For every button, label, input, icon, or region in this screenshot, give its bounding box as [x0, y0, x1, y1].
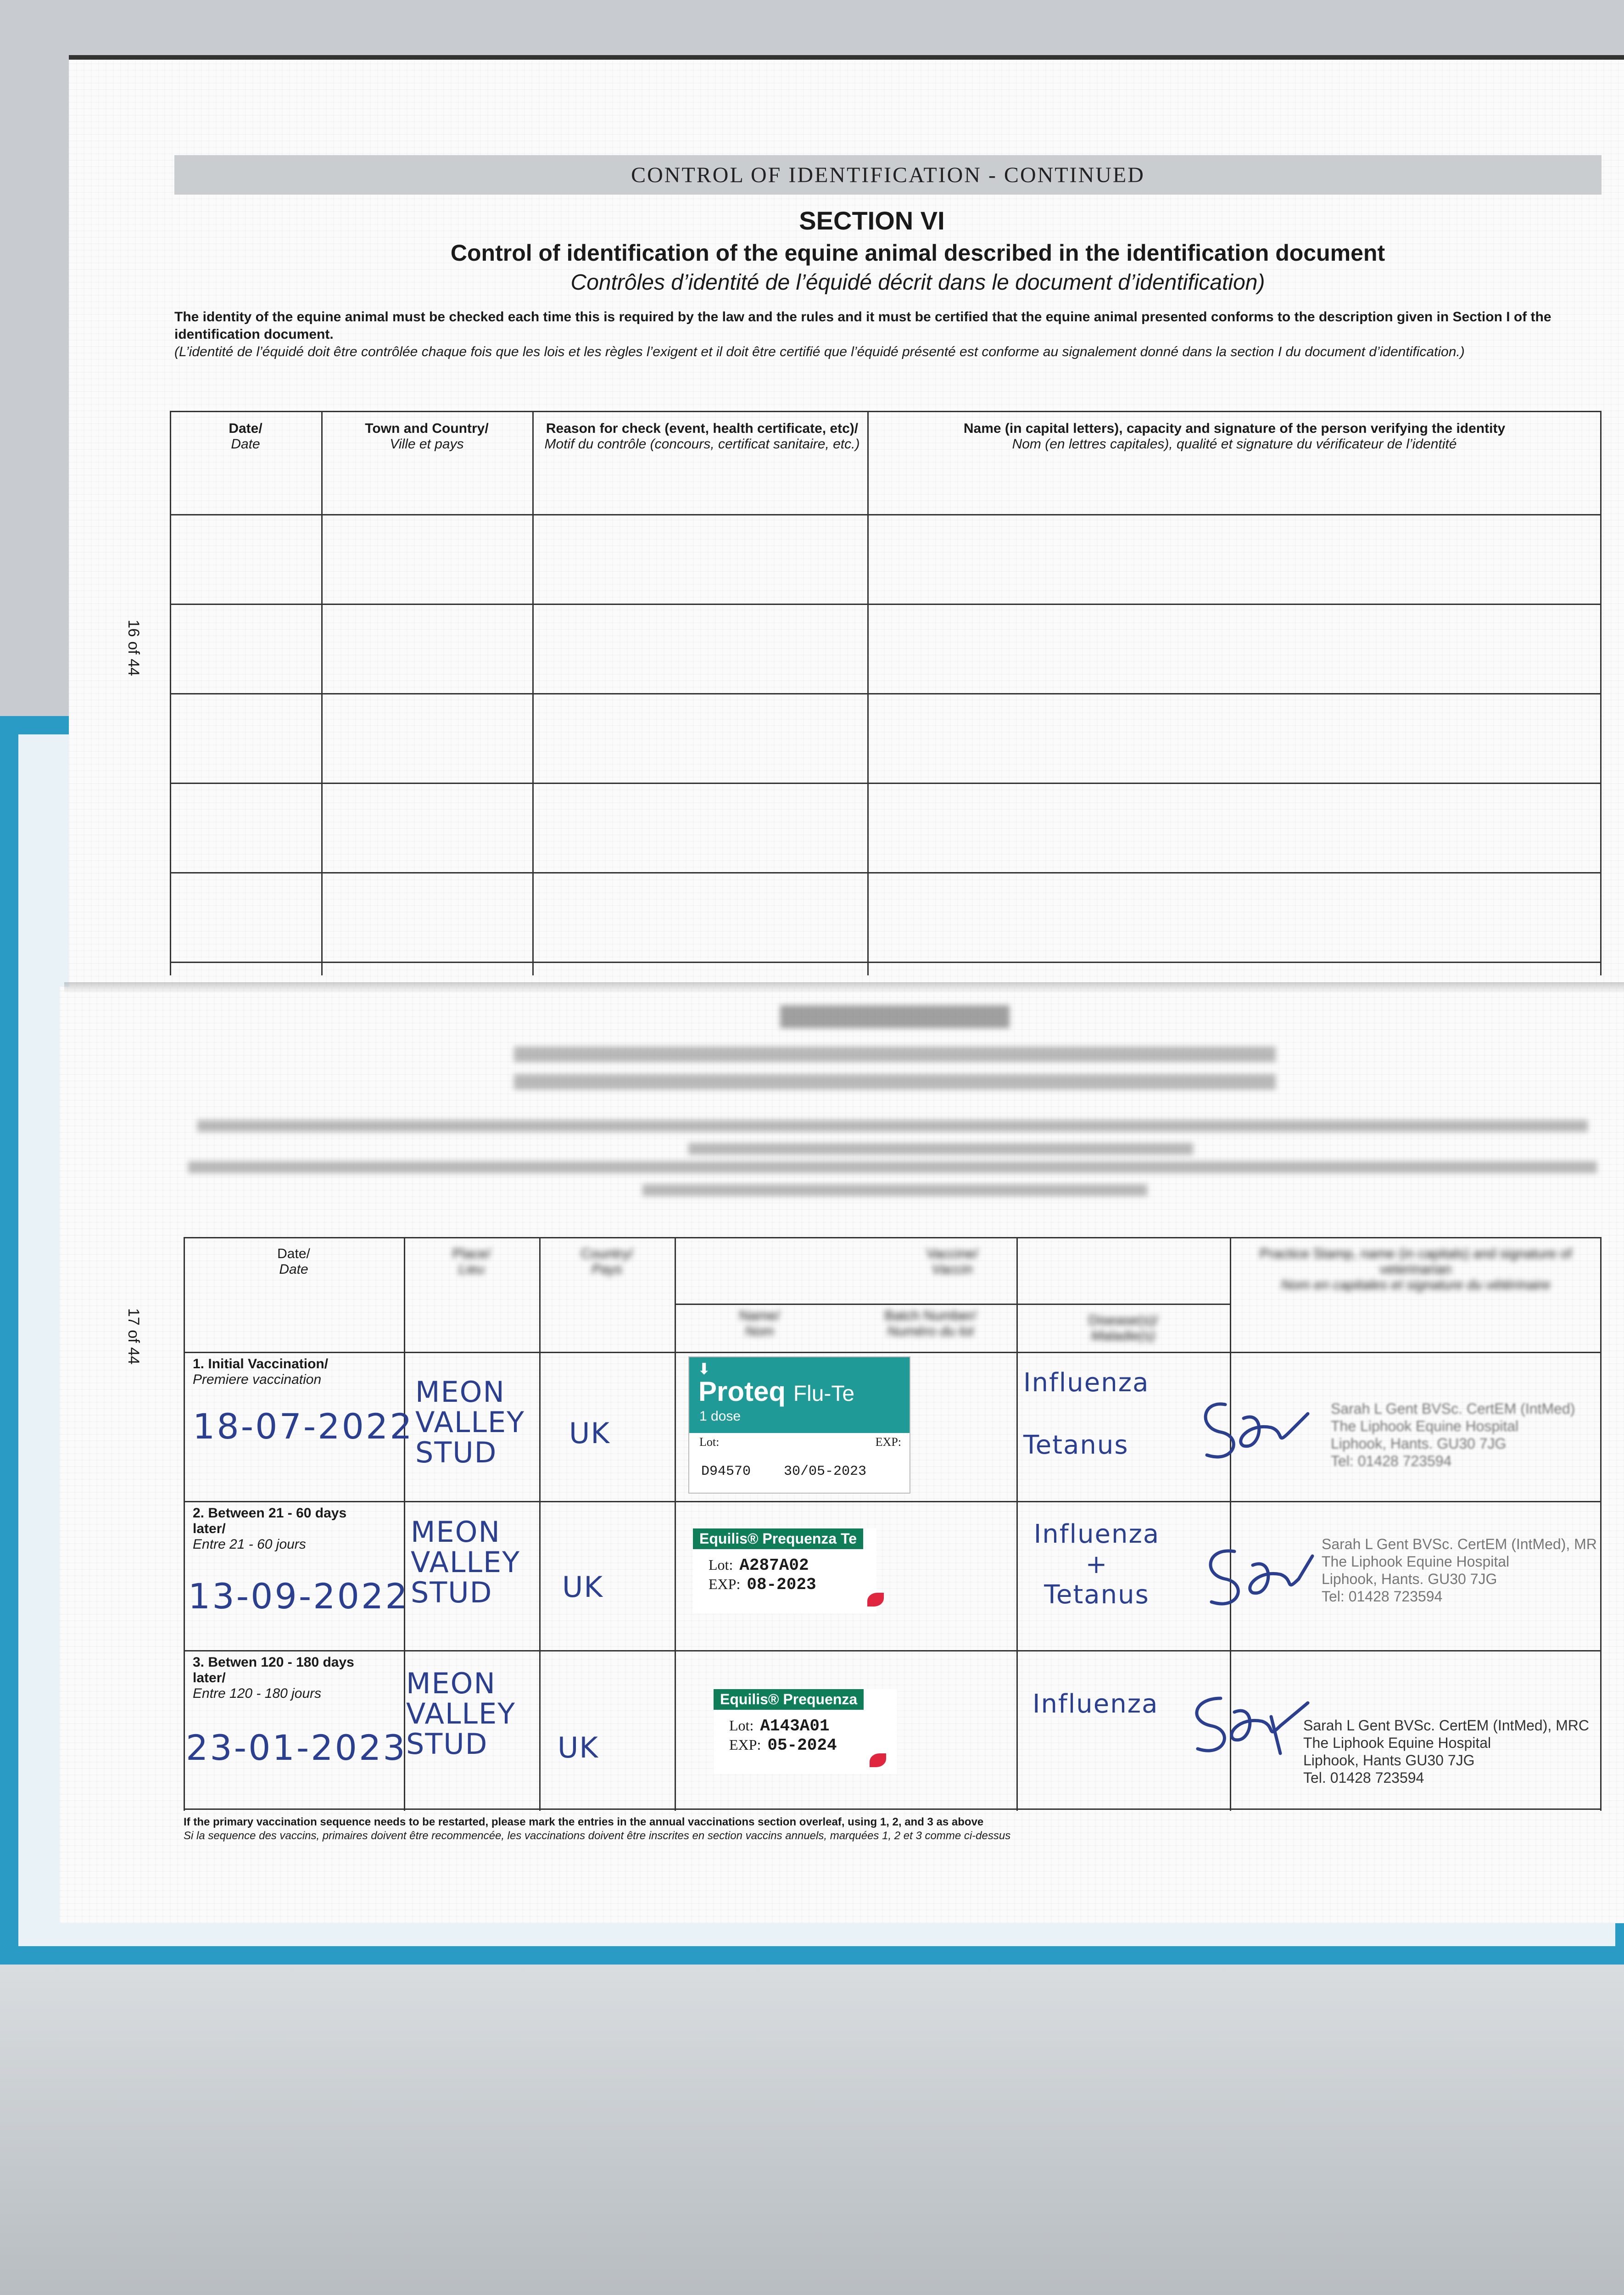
prequenza-exp: 05-2024: [767, 1736, 837, 1755]
page-number-17: 17 of 44: [125, 1308, 142, 1365]
section-subtitle-fr: Contrôles d’identité de l’équidé décrit dans le document d’identification): [570, 270, 1265, 295]
identity-check-table: [170, 411, 1602, 975]
row3-country: UK: [558, 1731, 599, 1764]
arrow-down-icon: ⬇: [698, 1360, 711, 1378]
prequenza-te-brand: Equilis® Prequenza Te: [693, 1528, 863, 1549]
section-title: SECTION VI: [799, 206, 945, 235]
header-vaccine-name: Name/ Nom: [739, 1308, 780, 1339]
header-veterinarian: Practice Stamp, name (in capitals) and signature of veterinarian Nom en capitales et signature du vétérinaire: [1259, 1246, 1572, 1293]
vet-stamp-row3: Sarah L Gent BVSc. CertEM (IntMed), MRC The Liphook Equine Hospital Liphook, Hants GU30 7JG Tel. 01428 723594: [1303, 1717, 1589, 1786]
row1-country: UK: [569, 1416, 611, 1450]
row2-place: MEON VALLEY STUD: [411, 1515, 520, 1609]
row2-country: UK: [562, 1570, 604, 1604]
section-banner: [174, 155, 1602, 195]
prequenza-brand: Equilis® Prequenza: [714, 1689, 864, 1710]
prequenza-sticker: Equilis® Prequenza Lot: A143A01 EXP: 05-2024: [714, 1689, 897, 1774]
footnote-en: If the primary vaccination sequence needs to be restarted, please mark the entries in the annual vaccinations section overleaf, using 1, 2, and 3 as above: [184, 1816, 984, 1828]
prequenza-te-sticker: Equilis® Prequenza Te Lot: A287A02 EXP: 08-2023: [693, 1528, 876, 1613]
row-label-second: 2. Between 21 - 60 days later/ Entre 21 - 60 jours: [193, 1506, 347, 1552]
row-label-initial: 1. Initial Vaccination/ Premiere vaccination: [193, 1356, 329, 1387]
row3-disease: Influenza: [1032, 1689, 1159, 1719]
scanner-background: [0, 1965, 1624, 2295]
page-edge-shadow: [64, 982, 1624, 993]
vet-stamp-row2: Sarah L Gent BVSc. CertEM (IntMed), MR The Liphook Equine Hospital Liphook, Hants. GU30 7JG Tel: 01428 723594: [1322, 1536, 1597, 1605]
header-place: Place/ Lieu: [452, 1246, 491, 1277]
proteq-dose: 1 dose: [699, 1409, 741, 1424]
proteq-lot-exp-labels: Lot: EXP:: [699, 1435, 901, 1449]
vet-signature: [1193, 1391, 1312, 1469]
vet-signature: [1198, 1538, 1317, 1616]
header-vaccine: Vaccine/ Vaccin: [926, 1246, 978, 1277]
proteq-brand: Proteq Flu-Te: [698, 1376, 855, 1407]
row2-disease: Influenza + Tetanus: [1033, 1519, 1160, 1610]
footnote: [184, 1815, 1606, 1843]
header-date: Date/ Date: [229, 421, 262, 452]
banner-text: CONTROL OF IDENTIFICATION - CONTINUED: [631, 162, 1145, 187]
row1-place: MEON VALLEY STUD: [415, 1375, 525, 1469]
label-notch: [870, 1753, 886, 1767]
header-reason: Reason for check (event, health certificate, etc)/ Motif du contrôle (concours, certificat sanitaire, etc.): [544, 421, 860, 452]
row2-date: 13-09-2022: [188, 1576, 409, 1617]
proteq-sticker: [688, 1356, 910, 1494]
row3-place: MEON VALLEY STUD: [406, 1667, 516, 1761]
header-batch: Batch Number/ Numéro du lot: [884, 1308, 977, 1339]
header-date: Date/ Date: [277, 1246, 310, 1277]
vet-signature: [1184, 1689, 1312, 1767]
prequenza-lot: A143A01: [760, 1717, 830, 1735]
header-country: Country/ Pays: [580, 1246, 633, 1277]
header-disease: Disease(s)/ Maladie(s): [1088, 1313, 1158, 1343]
proteq-lot-exp-values: D94570 30/05-2023: [701, 1464, 867, 1479]
intro-en: The identity of the equine animal must be checked each time this is required by the law and the rules and it must be certified that the equine animal presented conforms to the description given in Section I of the identification document.: [174, 309, 1551, 342]
prequenza-te-exp: 08-2023: [747, 1575, 816, 1594]
intro-text: [174, 308, 1574, 361]
row1-disease: Influenza Tetanus: [1023, 1368, 1150, 1460]
intro-fr: (L’identité de l’équidé doit être contrôlée chaque fois que les lois et les règles l’exigent et il doit être certifié que l’équidé présenté est conforme au signalement donné dans la section I du document d’identification.): [174, 344, 1465, 359]
prequenza-te-lot: A287A02: [739, 1556, 809, 1575]
row1-date: 18-07-2022: [193, 1406, 414, 1447]
vet-stamp-row1: Sarah L Gent BVSc. CertEM (IntMed) The Liphook Equine Hospital Liphook, Hants. GU30 7JG Tel: 01428 723594: [1331, 1400, 1575, 1469]
page-number-16: 16 of 44: [125, 620, 142, 676]
footnote-fr: Si la sequence des vaccins, primaires doivent être recommencée, les vaccinations doivent être inscrites en section vaccins annuels, marquées 1, 2 et 3 comme ci-dessus: [184, 1830, 1011, 1842]
row3-date: 23-01-2023: [186, 1727, 407, 1768]
header-verifier: Name (in capital letters), capacity and signature of the person verifying the identity Nom (en lettres capitales), qualité et signature du vérificateur de l’identité: [963, 421, 1506, 452]
row-label-third: 3. Betwen 120 - 180 days later/ Entre 120 - 180 jours: [193, 1655, 354, 1701]
header-town-country: Town and Country/ Ville et pays: [365, 421, 489, 452]
section-subtitle-en: Control of identification of the equine animal described in the identification document: [450, 240, 1385, 266]
